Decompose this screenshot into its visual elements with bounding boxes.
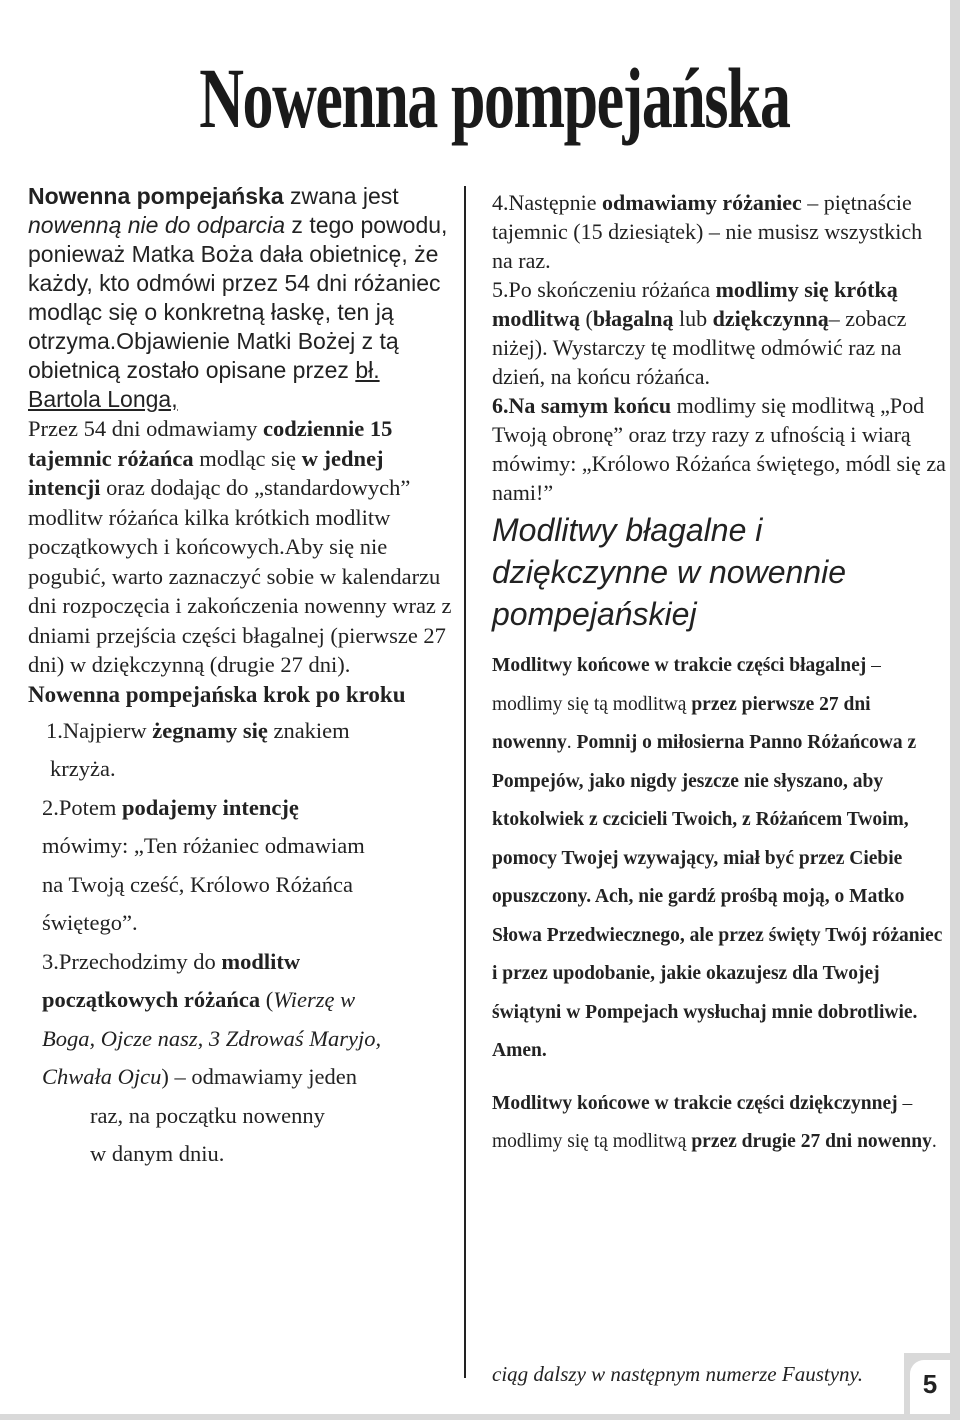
step-6: 6.Na samym końcu modlimy się modlitwą „Pod Twoją obronę” oraz trzy razy z ufnością i wiarą mówimy: „Królowo Różańca świętego, módl się za nami!” [492,393,946,505]
petition-prayer: Modlitwy końcowe w trakcie części błagalnej – modlimy się tą modlitwą przez pierwsze 27 dni nowenny. Pomnij o miłosierna Panno Różańcowa z Pompejów, jako nigdy jeszcze nie słyszano, aby ktokolwiek z czcicieli Twoich, z Różańcem Twoim, pomocy Twojej wzywający, miał być przez Ciebie opuszczony. Ach, nie gardź prośbą moją, o Matko Słowa Przedwiecznego, ale przez święty Twój różaniec i przez upodobanie, jakie okazujesz dla Twojej świątyni w Pompejach wysłuchaj mnie dobrotliwie. Amen. [492,655,943,1061]
left-column [28,182,458,1174]
continued-note: ciąg dalszy w następnym numerze Faustyny. [492,1362,863,1386]
right-column [492,188,948,1162]
prayers-section-title: Modlitwy błagalne i dziękczynne w nowennie pompejańskiej [492,512,846,632]
page-title: Nowenna pompejańska [199,50,790,146]
steps-heading: Nowenna pompejańska krok po kroku [28,681,406,707]
step-4: 4.Następnie odmawiamy różaniec – piętnaście tajemnic (15 dziesiątek) – nie musisz wszystkich na raz. [492,190,923,273]
bartolo-longo-link[interactable]: bł. Bartola Longa, [28,357,380,412]
intro-bold: Nowenna pompejańska [28,183,284,209]
step-3: 3.Przechodzimy do modlitw początkowych różańca (Wierzę w Boga, Ojcze nasz, 3 Zdrowaś Maryjo, Chwała Ojcu) – odmawiamy jeden raz, na początku nowenny w danym dniu. [42,948,382,1166]
step-1: 1.Najpierw żegnamy się znakiem krzyża. [46,717,350,781]
step-2: 2.Potem podajemy intencję mówimy: „Ten różaniec odmawiam na Twoją cześć, Królowo Różańca świętego”. [42,794,365,935]
page-number: 5 [922,1369,938,1399]
intro-paragraph: Nowenna pompejańska zwana jest nowenną nie do odparcia z tego powodu, ponieważ Matka Boża dała obietnicę, że każdy, kto odmówi przez 54 dni różaniec modląc się o konkretną łaskę, ten ją otrzyma.Objawienie Matki Bożej z tą obietnicą zostało opisane przez bł. Bartola Longa, [28,183,448,412]
daily-rosary-paragraph: Przez 54 dni odmawiamy codziennie 15 tajemnic różańca modląc się w jednej intencji oraz dodając do „standardowych” modlitw różańca kilka krótkich modlitw początkowych i końcowych.Aby się nie pogubić, warto zaznaczyć sobie w kalendarzu dni rozpoczęcia i zakończenia nowenny wraz z dniami przejścia części błagalnej (pierwsze 27 dni) w dziękczynną (drugie 27 dni). [28,416,452,677]
column-divider [464,186,466,1378]
step-5: 5.Po skończeniu różańca modlimy się krótką modlitwą (błagalną lub dziękczynną– zobacz niżej). Wystarczy tę modlitwę odmówić raz na dzień, na końcu różańca. [492,277,907,389]
thanksgiving-prayer: Modlitwy końcowe w trakcie części dziękczynnej – modlimy się tą modlitwą przez drugie 27 dni nowenny. [492,1092,937,1152]
